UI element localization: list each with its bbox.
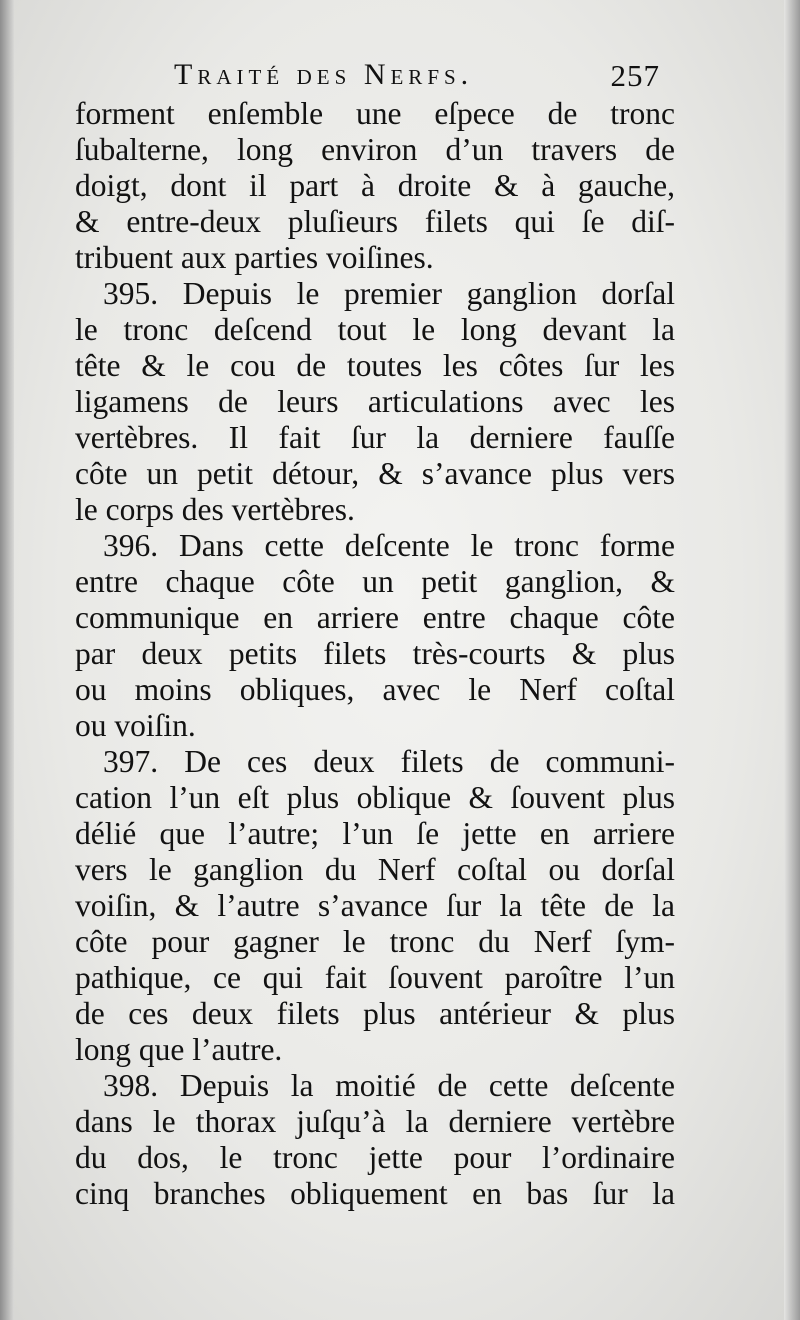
page-edge-left <box>0 0 14 1320</box>
text-line: ſubalterne, long environ d’un travers de <box>75 132 675 167</box>
text-line: pathique, ce qui fait ſouvent paroître l’un <box>75 960 675 995</box>
text-line: de ces deux filets plus antérieur & plus <box>75 996 675 1031</box>
text-line: ou moins obliques, avec le Nerf coſtal <box>75 672 675 707</box>
running-title: Traité des Nerfs. <box>174 58 474 91</box>
text-line: long que l’autre. <box>75 1032 283 1067</box>
paragraph-396-start: 396. Dans cette deſcente le tronc forme <box>103 528 675 563</box>
page-header <box>70 58 670 98</box>
text-line: tribuent aux parties voiſines. <box>75 240 434 275</box>
text-line: du dos, le tronc jette pour l’ordinaire <box>75 1140 675 1175</box>
text-line: tête & le cou de toutes les côtes ſur les <box>75 348 675 383</box>
text-line: le tronc deſcend tout le long devant la <box>75 312 675 347</box>
text-line: entre chaque côte un petit ganglion, & <box>75 564 675 599</box>
body-text <box>75 96 675 1212</box>
text-line: côte un petit détour, & s’avance plus vers <box>75 456 675 491</box>
text-line: dans le thorax juſqu’à la derniere vertèbre <box>75 1104 675 1139</box>
text-line: ligamens de leurs articulations avec les <box>75 384 675 419</box>
page-number: 257 <box>610 58 660 93</box>
text-line: forment enſemble une eſpece de tronc <box>75 96 675 131</box>
text-line: & entre-deux pluſieurs filets qui ſe diſ- <box>75 204 675 239</box>
text-line: doigt, dont il part à droite & à gauche, <box>75 168 675 203</box>
text-line: le corps des vertèbres. <box>75 492 355 527</box>
paragraph-397-start: 397. De ces deux filets de communi- <box>103 744 675 779</box>
text-line: voiſin, & l’autre s’avance ſur la tête de la <box>75 888 675 923</box>
paragraph-398-start: 398. Depuis la moitié de cette deſcente <box>103 1068 675 1103</box>
text-line: délié que l’autre; l’un ſe jette en arriere <box>75 816 675 851</box>
text-line: par deux petits filets très-courts & plus <box>75 636 675 671</box>
text-line: vertèbres. Il fait ſur la derniere fauſſe <box>75 420 675 455</box>
text-line: cation l’un eſt plus oblique & ſouvent plus <box>75 780 675 815</box>
text-line: communique en arriere entre chaque côte <box>75 600 675 635</box>
text-line: vers le ganglion du Nerf coſtal ou dorſal <box>75 852 675 887</box>
text-line: ou voiſin. <box>75 708 196 743</box>
paragraph-395-start: 395. Depuis le premier ganglion dorſal <box>103 276 675 311</box>
text-line: cinq branches obliquement en bas ſur la <box>75 1176 675 1211</box>
page-edge-right <box>784 0 800 1320</box>
text-line: côte pour gagner le tronc du Nerf ſym- <box>75 924 675 959</box>
